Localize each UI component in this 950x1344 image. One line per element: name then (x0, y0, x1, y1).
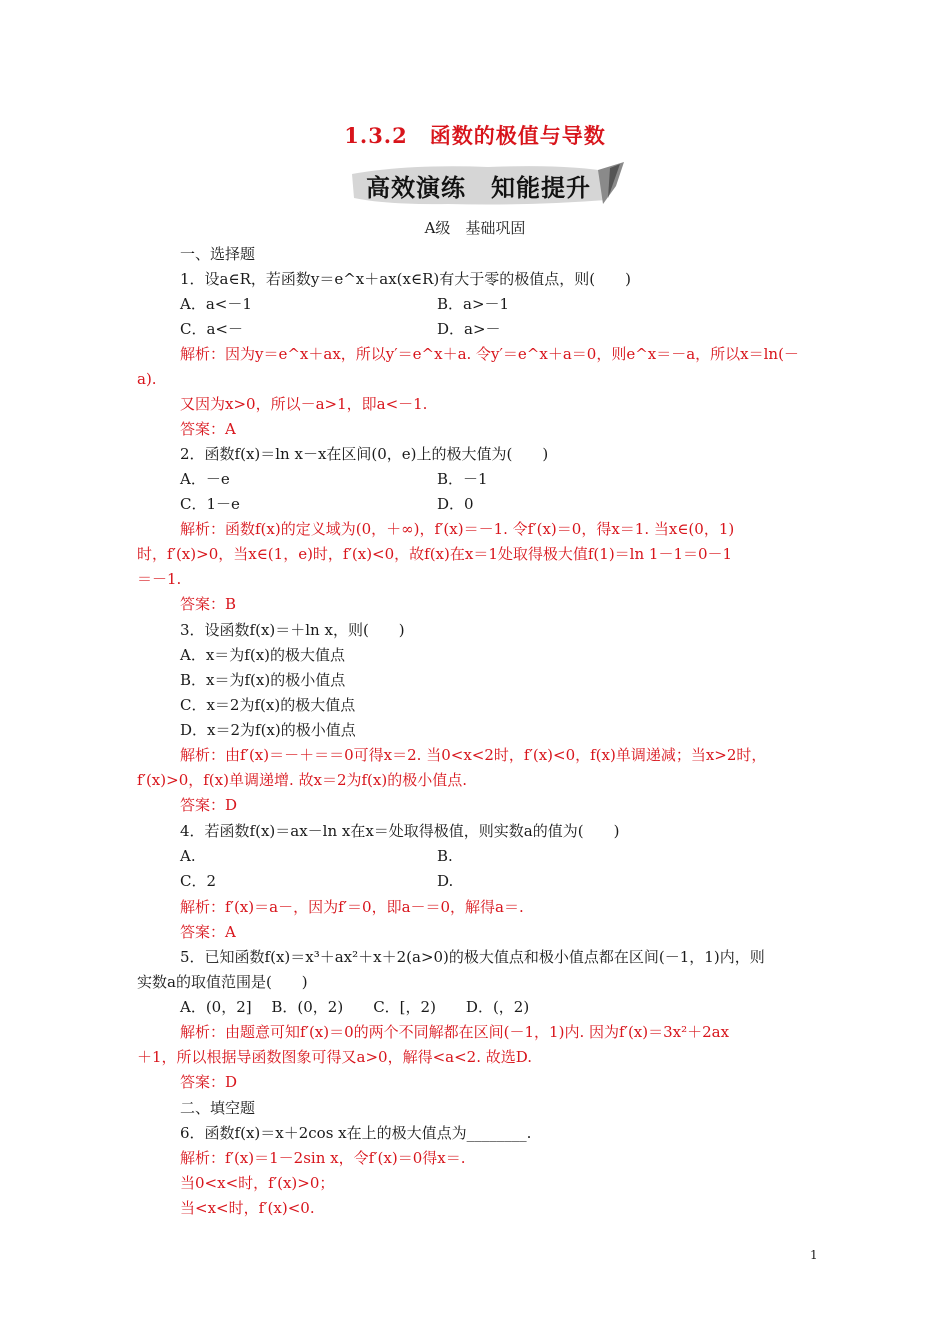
q3-option-d: D．x＝2为f(x)的极小值点 (180, 721, 356, 739)
banner (348, 160, 633, 210)
q4-analysis-1: 解析：f′(x)＝a－，因为f′＝0，即a－＝0，解得a＝. (180, 898, 524, 916)
q3-answer: 答案：D (180, 796, 238, 814)
section-heading: 二、填空题 (180, 1099, 256, 1117)
q2-analysis-1: 解析：函数f(x)的定义域为(0，＋∞)，f′(x)＝－1. 令f′(x)＝0，得x＝1. 当x∈(0，1) (180, 520, 735, 538)
question-6-stem: 6．函数f(x)＝x＋2cos x在上的极大值点为________. (180, 1124, 532, 1142)
q4-option-c: C．2 (180, 872, 217, 890)
q4-option-a: A. (180, 847, 196, 865)
q6-analysis-3: 当<x<时，f′(x)<0. (180, 1199, 315, 1217)
q6-analysis-1: 解析：f′(x)＝1－2sin x，令f′(x)＝0得x＝. (180, 1149, 466, 1167)
question-1-stem: 1．设a∈R，若函数y＝e^x＋ax(x∈R)有大于零的极值点，则( ) (180, 270, 631, 288)
q6-analysis-2: 当0<x<时，f′(x)>0； (180, 1174, 335, 1192)
level-heading: A级 基础巩固 (424, 219, 526, 237)
question-3-stem: 3．设函数f(x)＝＋ln x，则( ) (180, 621, 405, 639)
q3-analysis-1: 解析：由f′(x)＝－＋＝＝0可得x＝2. 当0<x<2时，f′(x)<0，f(x)单调递减；当x>2时， (180, 746, 767, 764)
question-4-stem: 4．若函数f(x)＝ax－ln x在x＝处取得极值，则实数a的值为( ) (180, 822, 620, 840)
q4-option-d: D. (437, 872, 454, 890)
q2-analysis-2: 时，f′(x)>0，当x∈(1，e)时，f′(x)<0，故f(x)在x＝1处取得极大值f(1)＝ln 1－1＝0－1 (137, 545, 733, 563)
q4-option-b: B. (437, 847, 453, 865)
q1-option-c: C．a<－ (180, 320, 243, 338)
lesson-title: 1.3.2 函数的极值与导数 (344, 123, 606, 148)
question-5-stem-1: 5．已知函数f(x)＝x³＋ax²＋x＋2(a>0)的极大值点和极小值点都在区间(－1，1)内，则 (180, 948, 765, 966)
q3-option-b: B．x＝为f(x)的极小值点 (180, 671, 346, 689)
q5-answer: 答案：D (180, 1073, 238, 1091)
page-number: 1 (810, 1248, 818, 1262)
q1-option-b: B．a>－1 (437, 295, 510, 313)
q5-analysis-1: 解析：由题意可知f′(x)＝0的两个不同解都在区间(－1，1)内. 因为f′(x)＝3x²＋2ax (180, 1023, 730, 1041)
q2-option-a: A．－e (180, 470, 230, 488)
q1-analysis-3: 又因为x>0，所以－a>1，即a<－1. (180, 395, 428, 413)
q1-option-d: D．a>－ (437, 320, 501, 338)
q5-analysis-2: ＋1，所以根据导函数图象可得又a>0，解得<a<2. 故选D. (137, 1048, 533, 1066)
question-5-stem-2: 实数a的取值范围是( ) (137, 973, 308, 991)
q1-analysis-2: a). (137, 370, 157, 388)
q3-analysis-2: f′(x)>0，f(x)单调递增. 故x＝2为f(x)的极小值点. (137, 771, 467, 789)
question-2-stem: 2．函数f(x)＝ln x－x在区间(0，e)上的极大值为( ) (180, 445, 549, 463)
q2-option-c: C．1－e (180, 495, 240, 513)
q5-options: A．(0，2] B．(0，2) C．[，2) D．(，2) (180, 998, 530, 1016)
q3-option-c: C．x＝2为f(x)的极大值点 (180, 696, 356, 714)
q2-option-d: D．0 (437, 495, 474, 513)
q1-analysis-1: 解析：因为y＝e^x＋ax，所以y′＝e^x＋a. 令y′＝e^x＋a＝0，则e^x＝－a，所以x＝ln(－ (180, 345, 799, 363)
q3-option-a: A．x＝为f(x)的极大值点 (180, 646, 346, 664)
q2-answer: 答案：B (180, 595, 237, 613)
q4-answer: 答案：A (180, 923, 236, 941)
q2-option-b: B．－1 (437, 470, 488, 488)
q2-analysis-3: ＝－1. (137, 570, 182, 588)
section-heading: 一、选择题 (180, 245, 256, 263)
q1-option-a: A．a<－1 (180, 295, 252, 313)
q1-answer: 答案：A (180, 420, 236, 438)
banner-text: 高效演练 知能提升 (366, 174, 591, 202)
